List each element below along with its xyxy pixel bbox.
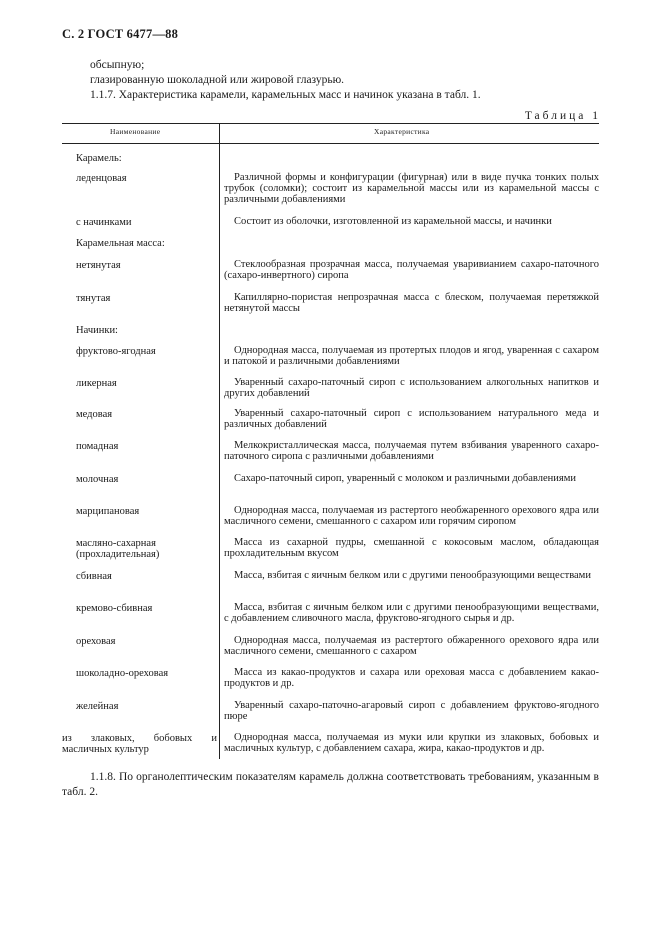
row-name: ореховая [76,636,116,647]
row-name: фруктово-ягодная [76,346,156,357]
row-name: желейная [76,701,119,712]
column-header-name: Наименование [110,127,161,136]
row-description: Состоит из оболочки, изготовленной из карамельной массы, и начинки [234,216,552,227]
table-header-rule [62,143,599,144]
row-name: помадная [76,441,119,452]
row-description: Различной формы и конфигурации (фигурная) или в виде пучка тонких полых трубок (соломки); состоит из карамельной массы или из карамельной массы с различными добавлениями [224,172,599,205]
row-name: нетянутая [76,260,121,271]
row-description: Уваренный сахаро-паточный сироп с использованием натурального меда и различных добавлений [224,408,599,430]
row-name: кремово-сбивная [76,603,153,614]
row-name: марципановая [76,506,140,517]
row-description: Уваренный сахаро-паточный сироп с использованием алкогольных напитков и других добавлений [224,377,599,399]
row-name: тянутая [76,293,111,304]
row-description: Сахаро-паточный сироп, уваренный с молоком и различными добавлениями [234,473,576,484]
row-name: леденцовая [76,173,127,184]
footer-text: 1.1.8. По органолептическим показателям карамель должна соответствовать требованиям, указанным в табл. 2. [62,771,599,798]
row-description: Масса, взбитая с яичным белком или с другими пенообразующими веществами, с добавлением сливочного масла, фруктово-ягодного сырья и др. [224,602,599,624]
row-description: Капиллярно-пористая непрозрачная масса с блеском, получаемая перетяжкой нетянутой массы [224,292,599,314]
table-caption: Таблица 1 [524,110,601,122]
row-name: шоколадно-ореховая [76,668,169,679]
row-description: Стеклообразная прозрачная масса, получаемая уваривианием сахаро-паточного (сахаро-инвертного) сиропа [224,259,599,281]
row-description: Однородная масса, получаемая из протертых плодов и ягод, уваренная с сахаром и патокой и различными добавлениями [224,345,599,367]
row-description: Мелкокристаллическая масса, получаемая путем взбивания уваренного сахаро-паточного сиропа с различными добавлениями [224,440,599,462]
row-name: масляно-сахарная (прохладительная) [76,538,160,560]
column-header-characteristic: Характеристика [374,127,430,136]
row-description: Уваренный сахаро-паточно-агаровый сироп с добавлением фруктово-ягодного пюре [224,700,599,722]
row-name: из злаковых, бобовых и масличных культур [62,733,217,755]
table-column-divider [219,123,220,759]
intro-line: 1.1.7. Характеристика карамели, карамельных масс и начинок указана в табл. 1. [90,89,481,101]
row-description: Масса из сахарной пудры, смешанной с кокосовым маслом, обладающая прохладительным вкусом [224,537,599,559]
page-header: С. 2 ГОСТ 6477—88 [62,27,179,41]
row-description: Однородная масса, получаемая из муки или крупки из злаковых, бобовых и масличных культур, с добавлением сахара, жира, какао-продуктов и др. [224,732,599,754]
row-description: Однородная масса, получаемая из растертого обжаренного орехового ядра или масличного семени, смешанного с сахаром [224,635,599,657]
row-name: ликерная [76,378,117,389]
row-name: сбивная [76,571,112,582]
intro-line: глазированную шоколадной или жировой глазурью. [90,74,345,86]
footer-paragraph [62,770,599,800]
row-name: молочная [76,474,119,485]
table-top-rule [62,123,599,124]
intro-line: обсыпную; [90,59,145,71]
row-name: Карамельная масса: [76,238,165,249]
row-description: Масса из какао-продуктов и сахара или ореховая масса с добавлением какао-продуктов и др. [224,667,599,689]
intro-text [62,58,602,103]
characteristics-table [62,123,599,759]
row-name: с начинками [76,217,132,228]
row-name: Карамель: [76,153,122,164]
row-name: Начинки: [76,325,118,336]
row-description: Однородная масса, получаемая из растертого необжаренного орехового ядра или масличного семени, смешанного с сахаром или горячим сиропом [224,505,599,527]
row-description: Масса, взбитая с яичным белком или с другими пенообразующими веществами [234,570,591,581]
row-name: медовая [76,409,113,420]
